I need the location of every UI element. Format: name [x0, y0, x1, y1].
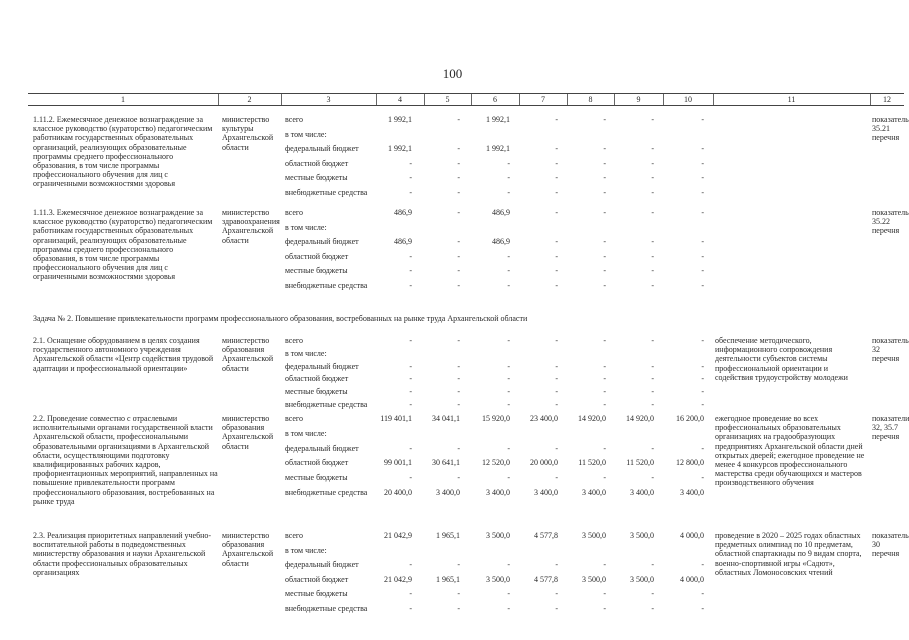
funding-value: - [651, 374, 654, 384]
funding-value: - [651, 208, 654, 217]
funding-value: - [409, 158, 412, 168]
funding-value: 1 992,1 [486, 115, 510, 124]
funding-value: - [457, 336, 460, 345]
funding-value: - [409, 187, 412, 197]
funding-value: - [507, 400, 510, 409]
funding-value: 486,9 [492, 237, 510, 246]
funding-value: - [651, 237, 654, 246]
funding-value: 1 965,1 [436, 531, 460, 540]
funding-value: - [457, 387, 460, 397]
funding-value: - [603, 361, 606, 371]
funding-source-label: всего [285, 336, 304, 345]
funding-value: - [507, 280, 510, 290]
funding-value: - [603, 560, 606, 569]
funding-value: - [701, 115, 704, 124]
funding-source-label: федеральный бюджет [285, 144, 359, 153]
funding-value: - [507, 473, 510, 483]
header-col-10: 10 [684, 95, 692, 104]
header-col-1: 1 [121, 95, 125, 104]
funding-value: - [409, 251, 412, 261]
row-result: ежегодное проведение во всех профессиональных образовательных организациях на градообразующих предприятиях Архангельской области дней открытых дверей; ежегодное проведение не менее 4 конкурсов профессионального мастерства среди обучающихся и мастеров производственного обучения [715, 414, 865, 488]
row-indicator: показатели 32, 35.7 перечня [872, 414, 909, 442]
funding-value: - [409, 280, 412, 290]
funding-source-label: местные бюджеты [285, 266, 348, 275]
header-col-5: 5 [445, 95, 450, 104]
funding-value: - [651, 251, 654, 261]
funding-value: - [651, 473, 654, 483]
funding-value: 12 520,0 [482, 458, 510, 468]
funding-value: 3 400,0 [680, 488, 704, 497]
row-executor: министерство образования Архангельской области [222, 531, 274, 568]
row-description: 2.2. Проведение совместно с отраслевыми исполнительными органами государственной власти Архангельской области, профессиональными образовательными организациями в Архангельской области, осуществляющими подготовку квалифицированных рабочих кадров, профориентационных мероприятий, направленных на повышение привлекательности программ профессионального образования, востребованных на рынке труда [33, 414, 218, 506]
funding-value: - [555, 266, 558, 275]
funding-value: 1 992,1 [388, 144, 412, 153]
funding-value: - [603, 387, 606, 397]
header-col-7: 7 [541, 95, 545, 104]
funding-value: - [457, 237, 460, 246]
funding-value: - [555, 589, 558, 598]
header-col-12: 12 [883, 95, 891, 104]
funding-value: - [651, 603, 654, 613]
row-indicator: показатель 35.21 перечня [872, 115, 909, 143]
funding-value: 11 520,0 [626, 458, 654, 468]
funding-value: - [555, 473, 558, 483]
funding-value: - [457, 443, 460, 453]
funding-source-label: местные бюджеты [285, 589, 348, 598]
funding-value: - [701, 237, 704, 246]
funding-value: - [457, 589, 460, 598]
funding-value: 16 200,0 [676, 414, 704, 423]
funding-value: - [603, 603, 606, 613]
row-executor: министерство образования Архангельской области [222, 336, 274, 373]
funding-value: - [457, 266, 460, 275]
funding-value: 3 400,0 [582, 488, 606, 497]
funding-value: 11 520,0 [578, 458, 606, 468]
funding-value: - [603, 473, 606, 483]
funding-value: - [603, 158, 606, 168]
funding-value: - [603, 251, 606, 261]
funding-source-label: внебюджетные средства [285, 280, 368, 290]
funding-value: - [555, 115, 558, 124]
funding-value: - [409, 173, 412, 182]
funding-value: 4 000,0 [680, 531, 704, 540]
funding-value: - [555, 400, 558, 409]
funding-value: - [409, 560, 412, 569]
funding-value: 3 500,0 [630, 531, 654, 540]
funding-value: - [409, 589, 412, 598]
funding-value: - [701, 374, 704, 384]
funding-value: - [603, 336, 606, 345]
funding-value: 4 577,8 [534, 574, 558, 584]
funding-source-label: в том числе: [285, 129, 327, 139]
funding-source-label: местные бюджеты [285, 473, 348, 483]
funding-value: - [603, 208, 606, 217]
funding-value: - [651, 400, 654, 409]
funding-value: - [409, 374, 412, 384]
funding-value: - [603, 266, 606, 275]
header-col-3: 3 [326, 95, 331, 104]
row-result: обеспечение методического, информационного сопровождения деятельности субъектов системы профессиональной ориентации и содействия трудоустройству молодежи [715, 336, 848, 382]
funding-value: - [457, 208, 460, 217]
funding-value: - [457, 560, 460, 569]
funding-value: 23 400,0 [530, 414, 558, 423]
funding-value: - [603, 115, 606, 124]
funding-source-label: внебюджетные средства [285, 488, 368, 497]
table-header-row [28, 93, 904, 106]
funding-value: - [555, 251, 558, 261]
funding-value: - [555, 208, 558, 217]
funding-value: - [555, 443, 558, 453]
funding-value: - [457, 187, 460, 197]
funding-source-label: внебюджетные средства [285, 187, 368, 197]
funding-value: - [457, 374, 460, 384]
funding-value: - [507, 158, 510, 168]
funding-value: - [555, 144, 558, 153]
funding-value: - [701, 280, 704, 290]
header-col-4: 4 [398, 95, 402, 104]
funding-value: - [701, 144, 704, 153]
funding-value: - [409, 266, 412, 275]
funding-source-label: федеральный бюджет [285, 443, 359, 453]
row-result: проведение в 2020 – 2025 годах областных предметных олимпиад по 10 предметам, областной спартакиады по 9 видам спорта, военно-спортивной игры «Садют», областных Ломоносовских чтений [715, 531, 862, 577]
funding-value: - [701, 208, 704, 217]
funding-value: - [457, 473, 460, 483]
funding-value: - [603, 144, 606, 153]
funding-value: - [701, 158, 704, 168]
funding-value: - [651, 387, 654, 397]
row-executor: министерство культуры Архангельской области [222, 115, 274, 152]
funding-value: 1 992,1 [388, 115, 412, 124]
funding-source-label: внебюджетные средства [285, 603, 368, 613]
row-executor: министерство здравоохранения Архангельской области [222, 208, 280, 245]
funding-value: - [555, 560, 558, 569]
row-description: 2.3. Реализация приоритетных направлений учебно-воспитательной работы в подведомственных министерству образования и науки Архангельской области профессиональных образовательных организациях [33, 531, 212, 577]
funding-value: - [701, 387, 704, 397]
funding-value: - [555, 237, 558, 246]
funding-value: 3 500,0 [630, 574, 654, 584]
funding-value: - [701, 473, 704, 483]
funding-value: 20 000,0 [530, 458, 558, 468]
funding-value: 486,9 [492, 208, 510, 217]
funding-value: - [457, 280, 460, 290]
funding-value: - [701, 400, 704, 409]
funding-value: 3 500,0 [582, 531, 606, 540]
row-description: 2.1. Оснащение оборудованием в целях создания государственного автономного учреждения Архангельской области «Центр содействия трудовой адаптации и профессиональной ориентации» [33, 336, 214, 373]
funding-value: - [603, 589, 606, 598]
funding-value: - [457, 603, 460, 613]
funding-value: - [555, 361, 558, 371]
funding-value: - [409, 400, 412, 409]
funding-value: - [603, 173, 606, 182]
header-col-8: 8 [588, 95, 593, 104]
funding-value: - [603, 237, 606, 246]
funding-value: 1 992,1 [486, 144, 510, 153]
funding-value: - [651, 560, 654, 569]
funding-source-label: в том числе: [285, 428, 327, 438]
funding-value: - [457, 158, 460, 168]
row-indicator: показатель 32 перечня [872, 336, 909, 364]
funding-value: - [555, 387, 558, 397]
funding-value: - [457, 115, 460, 124]
row-indicator: показатель 30 перечня [872, 531, 909, 559]
funding-source-label: в том числе: [285, 348, 327, 358]
funding-value: - [409, 603, 412, 613]
funding-value: - [651, 173, 654, 182]
funding-value: 99 001,1 [384, 458, 412, 468]
funding-source-label: всего [285, 414, 304, 423]
funding-source-label: федеральный бюджет [285, 560, 359, 569]
funding-source-label: областной бюджет [285, 374, 349, 384]
funding-value: - [507, 187, 510, 197]
funding-value: - [603, 400, 606, 409]
row-description: 1.11.3. Ежемесячное денежное вознаграждение за классное руководство (кураторство) педагогическим работникам государственных образовательных организаций, реализующих образовательные программы среднего профессионального образования, в том числе программы профессионального обучения для лиц с ограниченными возможностями здоровья [33, 208, 213, 282]
funding-value: - [701, 251, 704, 261]
funding-value: 14 920,0 [626, 414, 654, 423]
funding-value: - [651, 336, 654, 345]
funding-value: - [555, 158, 558, 168]
funding-source-label: местные бюджеты [285, 173, 348, 182]
funding-value: - [651, 361, 654, 371]
funding-value: - [701, 173, 704, 182]
funding-value: - [555, 603, 558, 613]
header-col-11: 11 [787, 95, 796, 104]
funding-source-label: областной бюджет [285, 574, 349, 584]
funding-source-label: внебюджетные средства [285, 400, 368, 409]
funding-value: - [457, 144, 460, 153]
funding-value: - [651, 280, 654, 290]
funding-value: - [603, 187, 606, 197]
funding-value: 1 965,1 [436, 574, 460, 584]
funding-value: - [651, 187, 654, 197]
funding-source-label: в том числе: [285, 545, 327, 555]
funding-source-label: всего [285, 531, 304, 540]
task-heading: Задача № 2. Повышение привлекательности программ профессионального образования, востребованных на рынке труда Архангельской области [33, 314, 528, 323]
funding-value: - [507, 589, 510, 598]
funding-value: 4 000,0 [680, 574, 704, 584]
funding-value: 3 500,0 [486, 531, 510, 540]
funding-value: - [507, 387, 510, 397]
funding-source-label: федеральный бюджет [285, 361, 359, 371]
page-number: 100 [442, 66, 463, 81]
funding-value: - [603, 443, 606, 453]
funding-value: - [701, 361, 704, 371]
funding-value: 21 042,9 [384, 574, 412, 584]
funding-value: - [457, 251, 460, 261]
funding-source-label: местные бюджеты [285, 387, 348, 397]
funding-value: 3 500,0 [486, 574, 510, 584]
funding-value: - [555, 187, 558, 197]
funding-value: 119 401,1 [380, 414, 412, 423]
funding-source-label: всего [285, 208, 304, 217]
funding-value: 3 500,0 [582, 574, 606, 584]
funding-value: - [409, 336, 412, 345]
funding-value: - [507, 560, 510, 569]
funding-value: - [555, 280, 558, 290]
funding-value: - [701, 603, 704, 613]
funding-source-label: всего [285, 115, 304, 124]
funding-source-label: в том числе: [285, 222, 327, 232]
funding-value: - [701, 560, 704, 569]
funding-value: - [507, 173, 510, 182]
funding-value: - [555, 374, 558, 384]
funding-value: 21 042,9 [384, 531, 412, 540]
funding-value: - [457, 361, 460, 371]
funding-value: - [651, 115, 654, 124]
funding-value: - [603, 374, 606, 384]
funding-value: - [507, 266, 510, 275]
header-col-9: 9 [636, 95, 641, 104]
funding-value: - [507, 443, 510, 453]
funding-value: - [555, 173, 558, 182]
funding-value: 3 400,0 [534, 488, 558, 497]
funding-value: - [701, 266, 704, 275]
funding-value: - [507, 251, 510, 261]
funding-value: 4 577,8 [534, 531, 558, 540]
funding-value: 15 920,0 [482, 414, 510, 423]
funding-value: 3 400,0 [436, 488, 460, 497]
funding-value: 486,9 [394, 208, 412, 217]
funding-value: 12 800,0 [676, 458, 704, 468]
funding-value: - [507, 336, 510, 345]
funding-value: - [507, 603, 510, 613]
funding-value: 3 400,0 [486, 488, 510, 497]
row-description: 1.11.2. Ежемесячное денежное вознаграждение за классное руководство (кураторство) педагогическим работникам государственных образовательных организаций, реализующих образовательные программы среднего профессионального образования, в том числе программы профессионального обучения для лиц с ограниченными возможностями здоровья [33, 115, 213, 189]
funding-value: - [507, 361, 510, 371]
funding-value: - [457, 173, 460, 182]
funding-source-label: областной бюджет [285, 458, 349, 468]
funding-value: - [409, 387, 412, 397]
funding-value: 34 041,1 [432, 414, 460, 423]
funding-value: - [603, 280, 606, 290]
funding-value: - [701, 443, 704, 453]
funding-value: - [651, 144, 654, 153]
header-col-2: 2 [247, 95, 252, 104]
funding-source-label: областной бюджет [285, 251, 349, 261]
funding-value: 14 920,0 [578, 414, 606, 423]
funding-value: - [409, 443, 412, 453]
funding-value: - [457, 400, 460, 409]
row-indicator: показатель 35.22 перечня [872, 208, 909, 236]
funding-value: - [701, 187, 704, 197]
funding-value: 486,9 [394, 237, 412, 246]
funding-value: - [651, 158, 654, 168]
funding-value: - [507, 374, 510, 384]
funding-value: - [651, 443, 654, 453]
funding-value: 20 400,0 [384, 488, 412, 497]
funding-value: - [701, 589, 704, 598]
funding-value: - [651, 589, 654, 598]
funding-value: 3 400,0 [630, 488, 654, 497]
funding-value: - [409, 473, 412, 483]
funding-value: - [555, 336, 558, 345]
funding-value: - [701, 336, 704, 345]
header-col-6: 6 [493, 95, 497, 104]
funding-source-label: федеральный бюджет [285, 237, 359, 246]
funding-value: - [409, 361, 412, 371]
funding-value: 30 641,1 [432, 458, 460, 468]
funding-source-label: областной бюджет [285, 158, 349, 168]
funding-value: - [651, 266, 654, 275]
row-executor: министерство образования Архангельской области [222, 414, 274, 451]
